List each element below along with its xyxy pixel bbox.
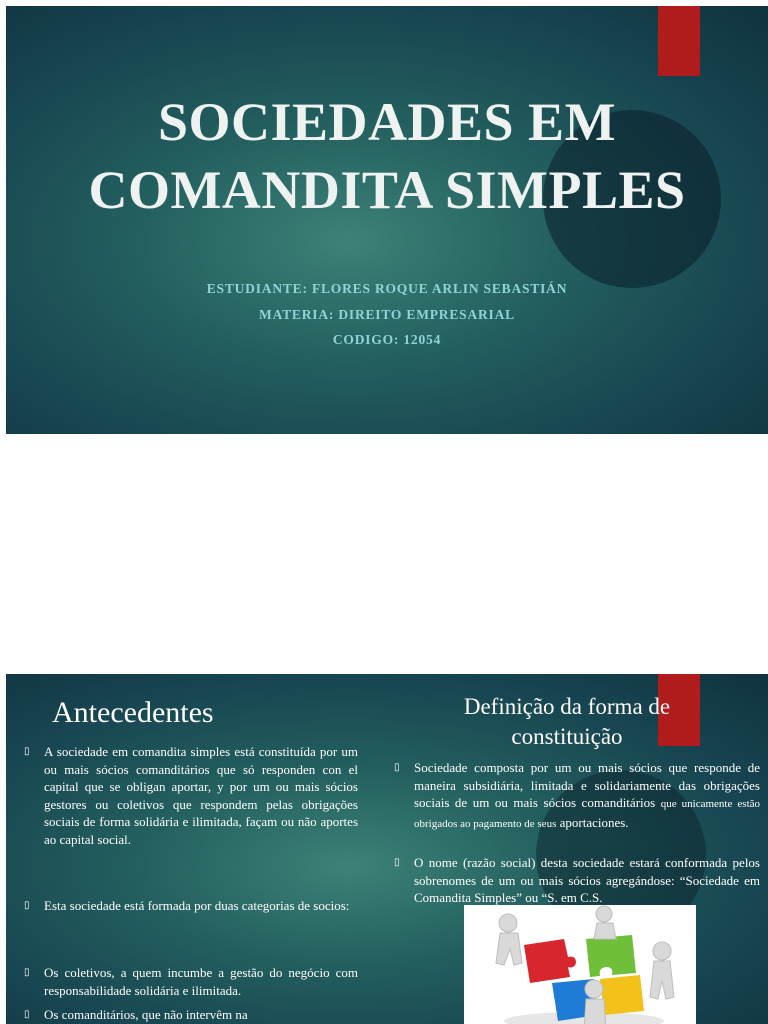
left-bullet-1-text: A sociedade em comandita simples está constituída por um ou mais sócios comanditários que só responden con el capital que se obligan aportar, y por um ou mais sócios gestores ou coletivos que respondem pelas obrigações sociais de forma solidária e ilimitada, façam ou não aportes ao capital social.	[44, 744, 358, 847]
right-bullet-1-small: que unicamente estão obrigados ao pagamento de seus	[414, 798, 761, 830]
code-label: CODIGO: 12054	[332, 332, 442, 347]
left-bullet-4	[24, 1006, 358, 1024]
antecedentes-heading: Antecedentes	[52, 696, 214, 729]
left-bullet-3	[24, 964, 358, 999]
slide-title-line2: COMANDITA SIMPLES	[88, 160, 686, 220]
red-tab-decoration	[658, 6, 700, 76]
student-label: ESTUDIANTE: FLORES ROQUE ARLIN SEBASTIÁN	[206, 281, 568, 296]
title-slide	[6, 6, 768, 434]
definicao-heading-line2: constituição	[511, 724, 623, 749]
left-bullet-3-text: Os coletivos, a quem incumbe a gestão do negócio com responsabilidade solidária e ilimitada.	[44, 965, 358, 998]
right-bullet-1-end: aportaciones.	[559, 814, 629, 830]
content-slide	[6, 674, 768, 1024]
bullet-marker: ▯	[24, 967, 30, 978]
definicao-heading-line1: Definição da forma de	[463, 694, 671, 719]
slide-title-line1: SOCIEDADES EM	[157, 92, 617, 152]
bullet-marker: ▯	[394, 762, 400, 773]
slide-title	[6, 88, 768, 224]
subject-label: MATERIA: DIREITO EMPRESARIAL	[259, 307, 515, 322]
bullet-marker: ▯	[394, 857, 400, 868]
right-bullet-1	[394, 759, 761, 833]
bullet-marker: ▯	[24, 1009, 30, 1020]
left-bullet-4-text: Os comanditários, que não intervêm na	[44, 1007, 248, 1022]
left-bullet-2-text: Esta sociedade está formada por duas categorias de socios:	[44, 898, 350, 913]
definicao-heading	[402, 692, 732, 752]
left-bullet-1	[24, 743, 358, 848]
puzzle-teamwork-illustration	[464, 905, 696, 1024]
bullet-marker: ▯	[24, 746, 30, 757]
right-bullet-2	[394, 854, 760, 907]
left-bullet-2	[24, 897, 358, 915]
bullet-marker: ▯	[24, 900, 30, 911]
right-bullet-2-text: O nome (razão social) desta sociedade estará conformada pelos sobrenomes de um ou mais sócios agregándose: “Sociedade em Comandita Simples” ou “S. em C.S.	[414, 855, 760, 905]
right-bullet-1-text: Sociedade composta por um ou mais sócios que responde de maneira subsidiária, limitada e solidariamente das obrigações sociais de um ou mais sócios comanditários	[414, 760, 760, 810]
puzzle-teamwork-icon	[464, 905, 696, 1024]
